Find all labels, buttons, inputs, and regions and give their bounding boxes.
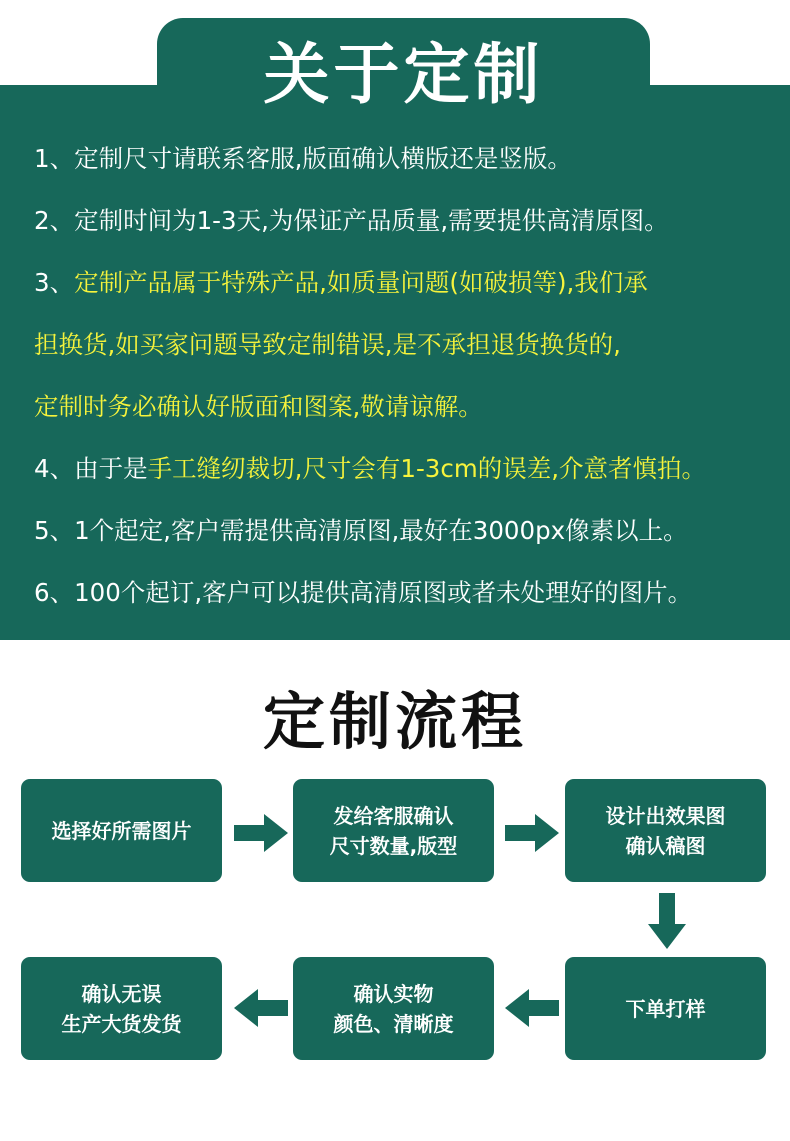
arrow-right-icon — [234, 814, 288, 852]
step-text: 确认实物 — [353, 981, 434, 1006]
process-step-contact-service — [293, 779, 494, 882]
step-text: 选择好所需图片 — [51, 818, 192, 843]
process-step-mass-production — [21, 957, 222, 1060]
step-text: 发给客服确认 — [333, 803, 454, 828]
note-line-7 — [34, 500, 784, 562]
note-highlight-text: 担换货,如买家问题导致定制错误,是不承担退货换货的, — [34, 330, 621, 359]
note-line-4 — [34, 314, 784, 376]
note-text: 4、由于是 — [34, 454, 148, 483]
process-step-select-images — [21, 779, 222, 882]
process-step-order-sample — [565, 957, 766, 1060]
step-text: 确认稿图 — [625, 833, 706, 858]
note-line-1 — [34, 128, 784, 190]
note-line-5 — [34, 376, 784, 438]
note-highlight-text: 手工缝纫裁切,尺寸会有1-3cm的误差,介意者慎拍。 — [147, 454, 707, 483]
process-step-confirm-sample — [293, 957, 494, 1060]
note-text: 5、1个起定,客户需提供高清原图,最好在3000px像素以上。 — [34, 516, 688, 545]
note-text: 6、100个起订,客户可以提供高清原图或者未处理好的图片。 — [34, 578, 693, 607]
step-text: 尺寸数量,版型 — [329, 833, 458, 858]
note-text: 1、定制尺寸请联系客服,版面确认横版还是竖版。 — [34, 144, 572, 173]
note-text: 3、 — [34, 268, 75, 297]
step-text: 设计出效果图 — [605, 803, 726, 828]
step-text: 确认无误 — [81, 981, 162, 1006]
note-line-3 — [34, 252, 784, 314]
note-text: 2、定制时间为1-3天,为保证产品质量,需要提供高清原图。 — [34, 206, 669, 235]
arrow-right-icon — [505, 814, 559, 852]
arrow-left-icon — [505, 989, 559, 1027]
customization-notes — [34, 128, 784, 624]
note-highlight-text: 定制时务必确认好版面和图案,敬请谅解。 — [34, 392, 483, 421]
step-text: 颜色、清晰度 — [333, 1011, 454, 1036]
note-line-8 — [34, 562, 784, 624]
customization-title-tab — [157, 18, 650, 118]
process-step-design-preview — [565, 779, 766, 882]
note-line-6 — [34, 438, 784, 500]
note-highlight-text: 定制产品属于特殊产品,如质量问题(如破损等),我们承 — [74, 268, 648, 297]
arrow-down-icon — [648, 893, 686, 949]
customization-title: 关于定制 — [263, 35, 544, 113]
arrow-left-icon — [234, 989, 288, 1027]
process-title: 定制流程 — [262, 685, 527, 758]
note-line-2 — [34, 190, 784, 252]
step-text: 生产大货发货 — [61, 1011, 182, 1036]
step-text: 下单打样 — [625, 996, 706, 1021]
